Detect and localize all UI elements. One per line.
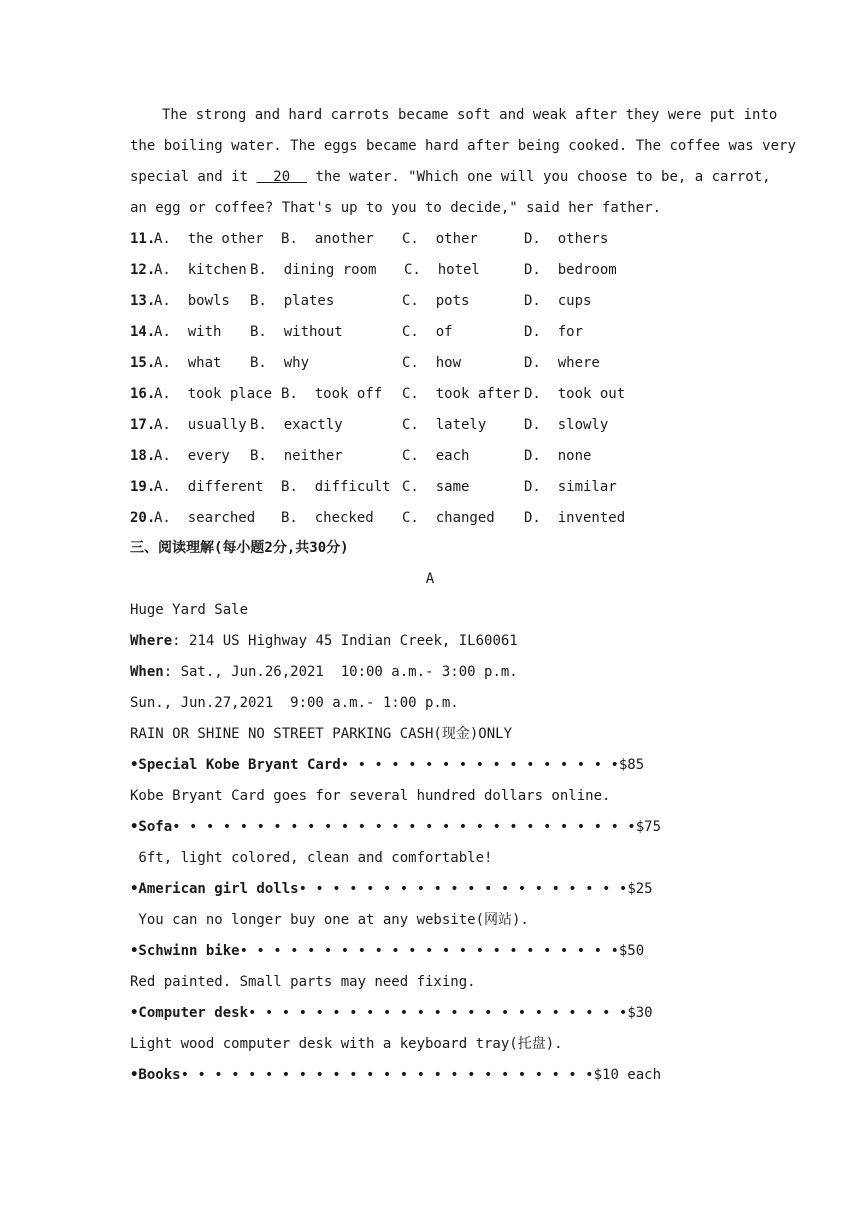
item-description: Light wood computer desk with a keyboard tray(托盘). <box>130 1036 563 1052</box>
item-description: Kobe Bryant Card goes for several hundred dollars online. <box>130 788 611 804</box>
sale-title: Huge Yard Sale <box>130 602 249 618</box>
option-c: C. each <box>402 448 470 464</box>
item-dots: • • • • • • • • • • • • • • • • • • • • • • • • • <box>180 1067 594 1083</box>
option-b: B. another <box>281 231 374 247</box>
option-b: B. checked <box>281 510 374 526</box>
option-c: C. pots <box>402 293 470 309</box>
item-dots: • • • • • • • • • • • • • • • • • <box>340 757 619 773</box>
option-c: C. took after <box>402 386 521 402</box>
passage-line-2: the boiling water. The eggs became hard after being cooked. The coffee was very <box>130 138 796 154</box>
option-a: A. took place <box>154 386 273 402</box>
passage-line-3 <box>130 167 771 187</box>
item-price: $25 <box>627 881 653 897</box>
passage-line-3-end: the water. "Which one will you choose to be, a carrot, <box>307 169 771 185</box>
question-number: 18. <box>130 448 156 464</box>
option-c: C. hotel <box>404 262 480 278</box>
item-name: •Books <box>130 1067 181 1083</box>
item-description: You can no longer buy one at any website(网站). <box>130 912 529 928</box>
passage-line-1: The strong and hard carrots became soft and weak after they were put into <box>162 107 778 123</box>
item-dots: • • • • • • • • • • • • • • • • • • • • • • • • • • • • <box>172 819 636 835</box>
where-value: : 214 US Highway 45 Indian Creek, IL60061 <box>172 633 518 649</box>
option-c: C. other <box>402 231 478 247</box>
sale-notice: RAIN OR SHINE NO STREET PARKING CASH(现金)ONLY <box>130 726 513 742</box>
part-label: A <box>425 571 435 587</box>
item-price: $75 <box>635 819 662 835</box>
when-label: When <box>130 664 164 680</box>
passage-line-3-start: special and it <box>130 169 257 185</box>
option-d: D. invented <box>524 510 626 526</box>
option-a: A. different <box>154 479 264 495</box>
option-a: A. usually <box>154 417 247 433</box>
option-b: B. exactly <box>250 417 343 433</box>
option-c: C. changed <box>402 510 495 526</box>
item-dots: • • • • • • • • • • • • • • • • • • • • • • • <box>239 943 619 959</box>
blank-20: 20 <box>256 169 308 185</box>
item-name: •Sofa <box>130 819 173 835</box>
option-b: B. without <box>250 324 343 340</box>
option-d: D. for <box>524 324 584 340</box>
option-b: B. neither <box>250 448 343 464</box>
sale-item <box>130 879 653 899</box>
sale-when <box>130 662 518 682</box>
item-dots: • • • • • • • • • • • • • • • • • • • • • • • <box>248 1005 628 1021</box>
question-number: 19. <box>130 479 156 495</box>
item-name: •Special Kobe Bryant Card <box>130 757 341 773</box>
option-b: B. why <box>250 355 310 371</box>
where-label: Where <box>130 633 173 649</box>
option-d: D. where <box>524 355 600 371</box>
question-number: 13. <box>130 293 156 309</box>
item-price: $10 each <box>593 1067 662 1083</box>
item-name: •Computer desk <box>130 1005 249 1021</box>
option-c: C. of <box>402 324 453 340</box>
passage-line-4: an egg or coffee? That's up to you to decide," said her father. <box>130 200 662 216</box>
item-dots: • • • • • • • • • • • • • • • • • • • • <box>298 881 628 897</box>
sale-where <box>130 631 518 651</box>
question-number: 12. <box>130 262 156 278</box>
item-price: $85 <box>618 757 645 773</box>
option-d: D. others <box>524 231 609 247</box>
option-b: B. plates <box>250 293 335 309</box>
item-name: •Schwinn bike <box>130 943 240 959</box>
section-title: 三、阅读理解(每小题2分,共30分) <box>130 540 349 556</box>
item-price: $30 <box>627 1005 653 1021</box>
option-b: B. dining room <box>250 262 377 278</box>
sale-item <box>130 1065 661 1085</box>
option-a: A. bowls <box>154 293 230 309</box>
option-a: A. what <box>154 355 222 371</box>
sale-item <box>130 1003 653 1023</box>
option-d: D. slowly <box>524 417 609 433</box>
option-d: D. cups <box>524 293 592 309</box>
option-b: B. took off <box>281 386 383 402</box>
question-number: 16. <box>130 386 156 402</box>
question-number: 11. <box>130 231 156 247</box>
question-number: 15. <box>130 355 156 371</box>
sale-item <box>130 941 644 961</box>
item-name: •American girl dolls <box>130 881 299 897</box>
option-d: D. bedroom <box>524 262 617 278</box>
option-a: A. kitchen <box>154 262 247 278</box>
when-value: : Sat., Jun.26,2021 10:00 a.m.- 3:00 p.m. <box>163 664 518 680</box>
option-c: C. same <box>402 479 470 495</box>
item-description: 6ft, light colored, clean and comfortable! <box>130 850 493 866</box>
option-d: D. similar <box>524 479 617 495</box>
item-price: $50 <box>618 943 645 959</box>
option-a: A. every <box>154 448 230 464</box>
sale-when-line-2: Sun., Jun.27,2021 9:00 a.m.- 1:00 p.m. <box>130 695 459 711</box>
question-number: 20. <box>130 510 156 526</box>
question-number: 17. <box>130 417 156 433</box>
option-a: A. with <box>154 324 222 340</box>
option-a: A. searched <box>154 510 256 526</box>
sale-item <box>130 755 644 775</box>
question-number: 14. <box>130 324 156 340</box>
sale-item <box>130 817 661 837</box>
option-b: B. difficult <box>281 479 391 495</box>
option-c: C. lately <box>402 417 487 433</box>
option-a: A. the other <box>154 231 264 247</box>
option-d: D. none <box>524 448 592 464</box>
item-description: Red painted. Small parts may need fixing. <box>130 974 476 990</box>
option-d: D. took out <box>524 386 626 402</box>
option-c: C. how <box>402 355 462 371</box>
